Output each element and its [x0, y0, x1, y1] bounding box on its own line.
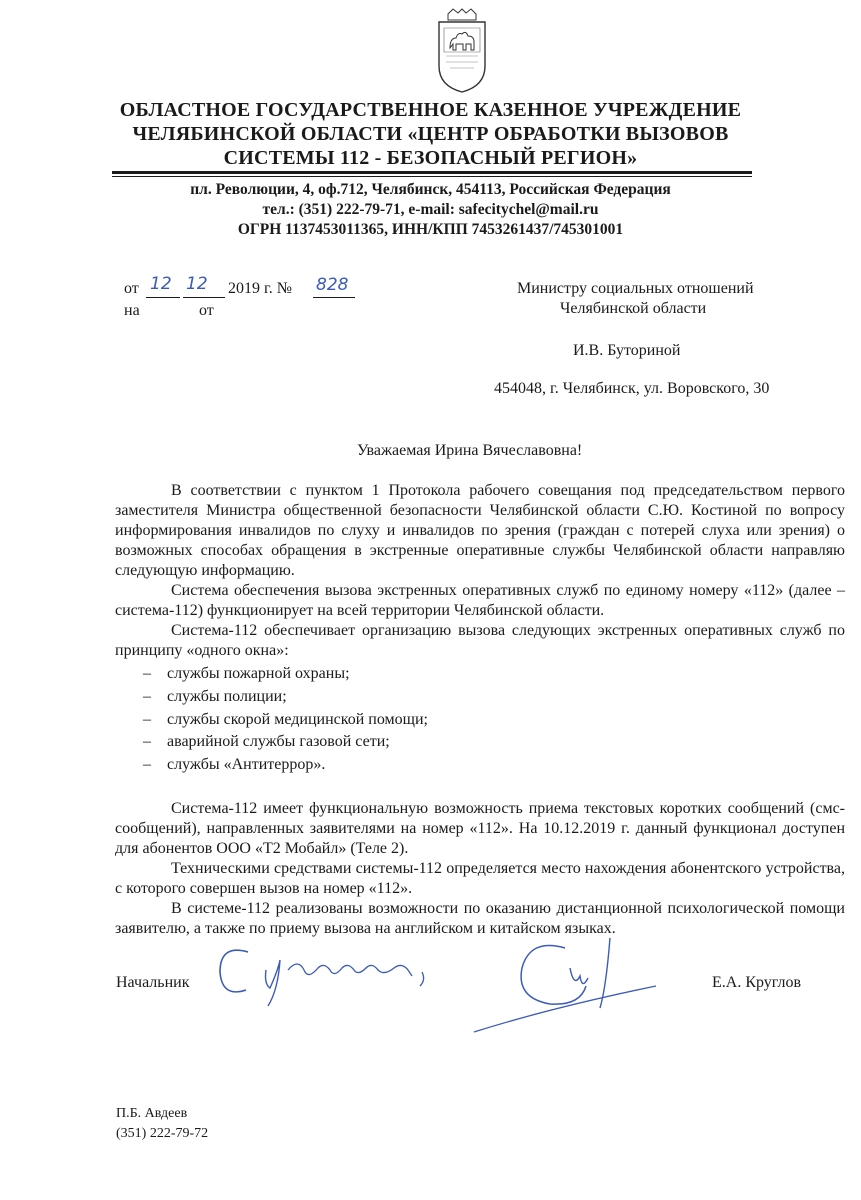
addressee-line-2: Челябинской области: [560, 300, 707, 317]
ref-month-underline: [183, 297, 225, 298]
letter-body: [115, 481, 845, 939]
body-paragraph: В системе-112 реализованы возможности по оказанию дистанционной психологической помощи заявителю, а также по приему вызова на английском и китайском языках.: [115, 899, 845, 937]
executor-phone: (351) 222-79-72: [116, 1126, 209, 1141]
ref-from-prefix: от: [124, 280, 139, 297]
body-paragraph: Техническими средствами системы-112 определяется место нахождения абонентского устройства, с которого совершен вызов на номер «112».: [115, 859, 845, 897]
signatory-name: Е.А. Круглов: [712, 974, 802, 991]
executor-name: П.Б. Авдеев: [116, 1106, 188, 1121]
list-item: – службы пожарной охраны;: [143, 665, 350, 682]
org-ogrn-inn: ОГРН 1137453011365, ИНН/КПП 7453261437/745301001: [237, 221, 624, 238]
org-name-line-2: ЧЕЛЯБИНСКОЙ ОБЛАСТИ «ЦЕНТР ОБРАБОТКИ ВЫЗОВОВ: [132, 123, 729, 145]
list-item: – службы скорой медицинской помощи;: [143, 710, 428, 728]
ref-day-underline: [146, 297, 180, 298]
org-phone-email: тел.: (351) 222-79-71, e-mail: safecitychel@mail.ru: [262, 201, 599, 218]
list-item: – службы «Антитеррор».: [143, 756, 326, 774]
addressee-line-1: Министру социальных отношений: [517, 280, 754, 297]
body-paragraph: В соответствии с пунктом 1 Протокола рабочего совещания под председательством первого заместителя Министра общественной безопасности Челябинской области С.Ю. Костиной по вопросу информирования инвалидов по слуху и инвалидов по зрения (граждан с потерей слуха или зрения) о возможных способах обращения в экстренные оперативные службы Челябинской области направляю следующую информацию.: [115, 482, 845, 579]
ref-number: 828: [316, 275, 349, 295]
ref-on-from: от: [199, 302, 214, 319]
salutation: Уважаемая Ирина Вячеславовна!: [357, 442, 583, 459]
ref-on-prefix: на: [124, 302, 140, 319]
list-item: – службы полиции;: [143, 687, 287, 705]
letterhead-divider-thin: [112, 176, 752, 177]
services-list: [115, 663, 845, 777]
org-address: пл. Революции, 4, оф.712, Челябинск, 454113, Российская Федерация: [190, 181, 671, 198]
ref-number-underline: [313, 297, 355, 298]
body-paragraph: Система-112 имеет функциональную возможность приема текстовых коротких сообщений (смс-сообщений), направленных заявителями на номер «112». На 10.12.2019 г. данный функционал доступен для абонентов ООО «Т2 Мобайл» (Теле 2).: [115, 799, 845, 857]
body-paragraph: Система-112 обеспечивает организацию вызова следующих экстренных оперативных служб по принципу «одного окна»:: [115, 622, 845, 659]
signature-position: Начальник: [116, 974, 190, 991]
list-item: – аварийной службы газовой сети;: [143, 733, 390, 751]
ref-date-day: 12: [150, 274, 172, 294]
org-name-line-1: ОБЛАСТНОЕ ГОСУДАРСТВЕННОЕ КАЗЕННОЕ УЧРЕЖДЕНИЕ: [119, 99, 742, 121]
addressee-address: 454048, г. Челябинск, ул. Воровского, 30: [494, 380, 770, 397]
chelyabinsk-coat-of-arms-icon: [436, 8, 488, 94]
addressee-name: И.В. Буториной: [573, 342, 681, 359]
body-paragraph: Система обеспечения вызова экстренных оперативных служб по единому номеру «112» (далее – система-112) функционирует на всей территории Челябинской области.: [115, 582, 845, 619]
handwritten-greeting-icon: [208, 940, 448, 1010]
signature-mark-icon: [470, 928, 660, 1038]
org-name-line-3: СИСТЕМЫ 112 - БЕЗОПАСНЫЙ РЕГИОН»: [223, 147, 638, 169]
letterhead-divider-thick: [112, 171, 752, 174]
ref-year-number-label: 2019 г. №: [228, 280, 293, 297]
ref-date-month: 12: [186, 274, 208, 294]
